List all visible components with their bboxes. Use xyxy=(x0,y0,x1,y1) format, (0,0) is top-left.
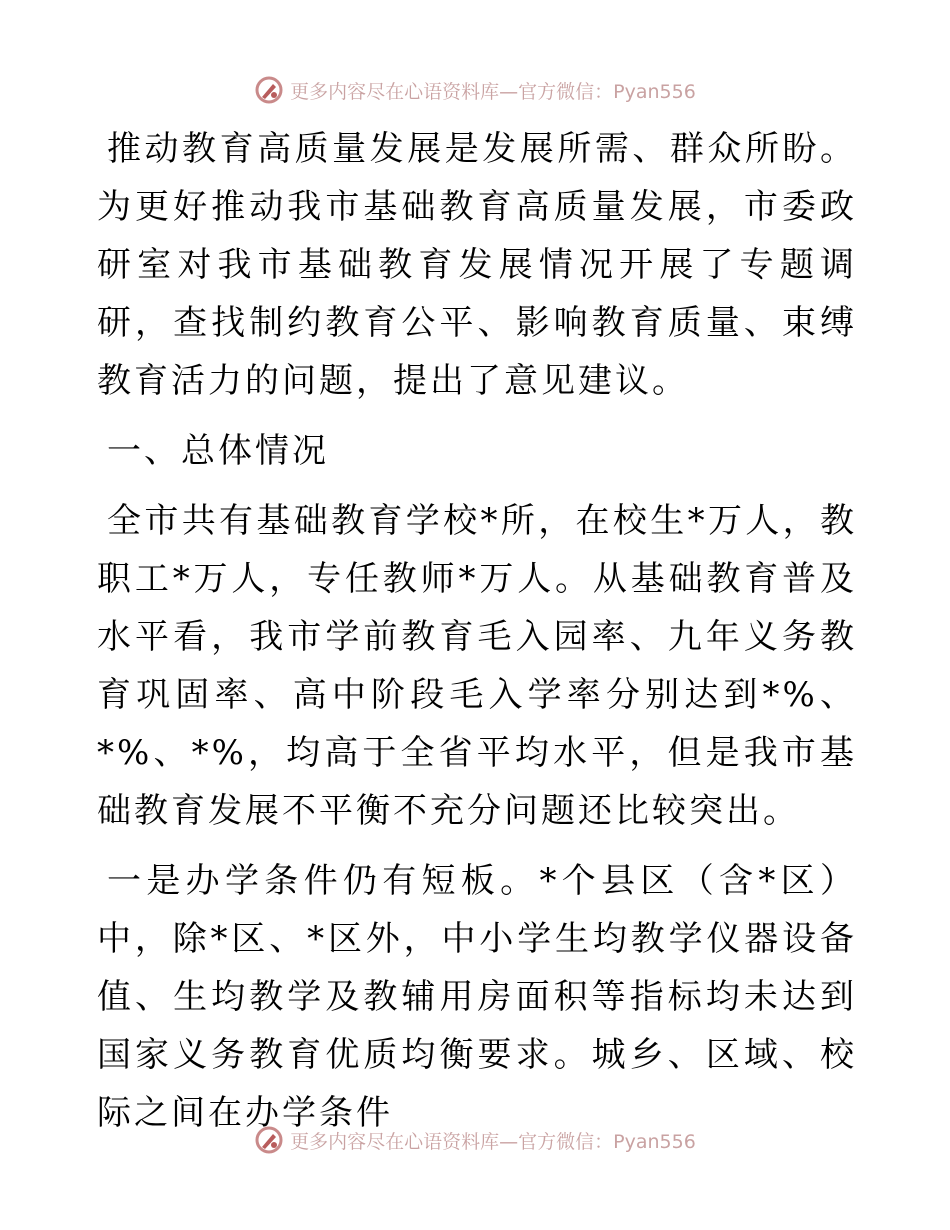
overview-paragraph: 全市共有基础教育学校*所，在校生*万人，教职工*万人，专任教师*万人。从基础教育普及水平看，我市学前教育毛入园率、九年义务教育巩固率、高中阶段毛入学率分别达到*%、*%、*%，均高于全省平均水平，但是我市基础教育发展不平衡不充分问题还比较突出。 xyxy=(97,501,857,831)
watermark-text: 更多内容尽在心语资料库—官方微信：Pyan556 xyxy=(290,80,696,103)
pen-circle-logo-icon xyxy=(254,1125,284,1155)
section-heading: 一、总体情况 xyxy=(107,431,329,471)
intro-paragraph: 推动教育高质量发展是发展所需、群众所盼。为更好推动我市基础教育高质量发展，市委政研室对我市基础教育发展情况开展了专题调研，查找制约教育公平、影响教育质量、束缚教育活力的问题，提出了意见建议。 xyxy=(97,129,857,401)
point-one-paragraph: 一是办学条件仍有短板。*个县区（含*区）中，除*区、*区外，中小学生均教学仪器设备值、生均教学及教辅用房面积等指标均未达到国家义务教育优质均衡要求。城乡、区域、校际之间在办学条件 xyxy=(97,861,857,1133)
footer-watermark xyxy=(0,1122,950,1158)
document-body xyxy=(97,120,857,1142)
watermark-text: 更多内容尽在心语资料库—官方微信：Pyan556 xyxy=(290,1130,696,1153)
header-watermark xyxy=(0,72,950,108)
pen-circle-logo-icon xyxy=(254,75,284,105)
